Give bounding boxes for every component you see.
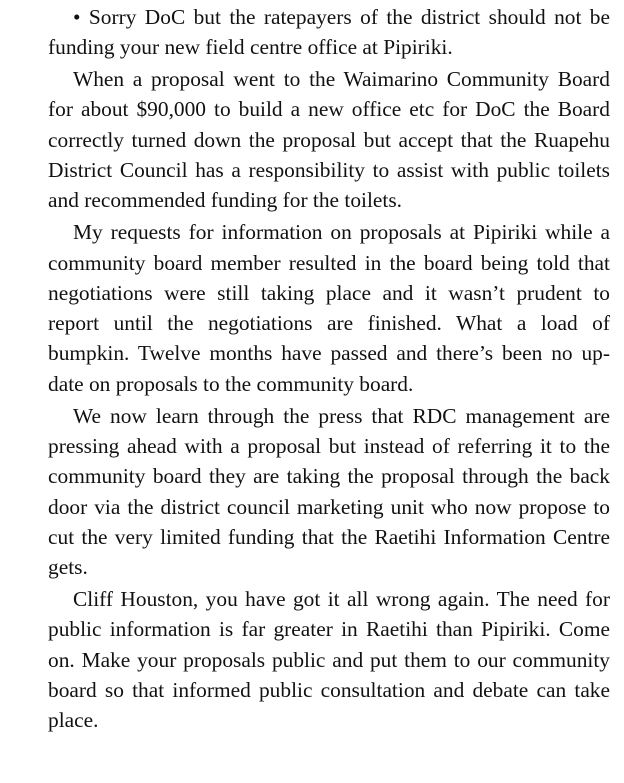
paragraph-text: Sorry DoC but the ratepayers of the district should not be funding your new field centre office at Pipiriki. — [48, 5, 610, 60]
paragraph: When a proposal went to the Waimarino Community Board for about $90,000 to build a new office etc for DoC the Board correctly turned down the proposal but accept that the Ruapehu District Council has a responsibility to assist with public toilets and recommended funding for the toilets. — [48, 67, 610, 213]
paragraph: My requests for information on proposals at Pipiriki while a community board member resulted in the board being told that negotiations were still taking place and it wasn’t prudent to report until the negotiations are finished. What a load of bumpkin. Twelve months have passed and there’s been no up-date on proposals to the community board. — [48, 220, 610, 396]
paragraph: Cliff Houston, you have got it all wrong again. The need for public information is far greater in Raetihi than Pipiriki. Come on. Make your proposals public and put them to our community board so that informed public consultation and debate can take place. — [48, 587, 610, 733]
letter-column — [48, 2, 610, 737]
paragraph: We now learn through the press that RDC management are pressing ahead with a proposal but instead of referring it to the community board they are taking the proposal through the back door via the district council marketing unit who now propose to cut the very limited funding that the Raetihi Information Centre gets. — [48, 403, 610, 580]
paragraph-bullet — [48, 2, 610, 63]
bullet-mark: • — [73, 5, 81, 29]
